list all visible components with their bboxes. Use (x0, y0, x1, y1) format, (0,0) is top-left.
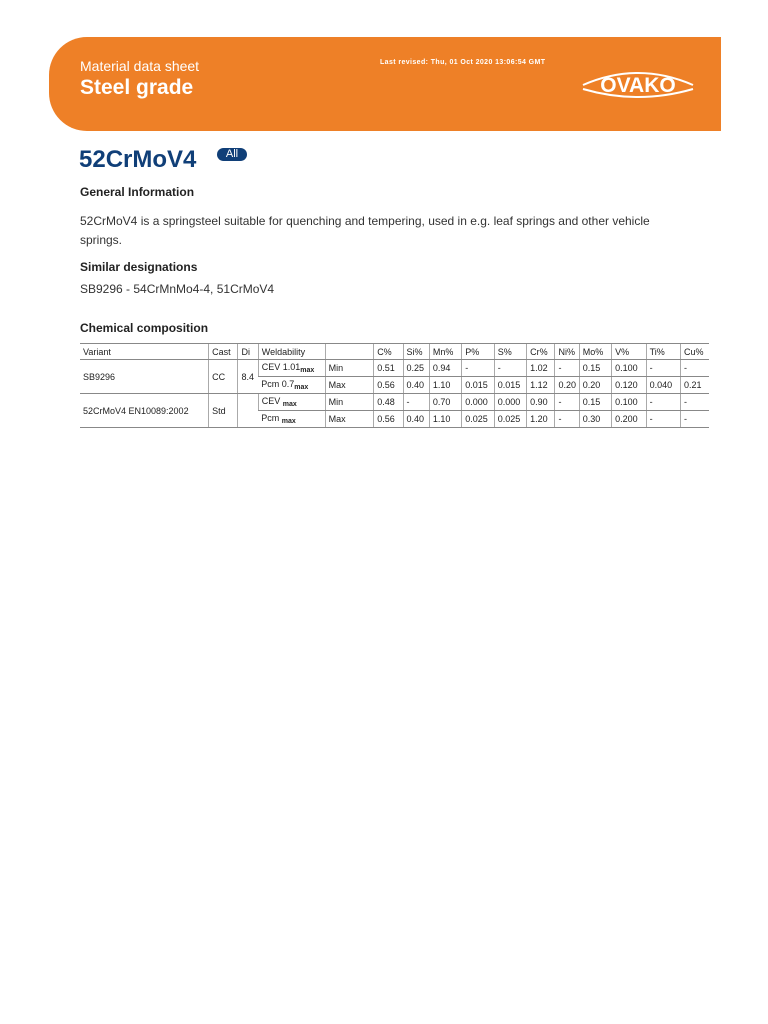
column-header: Ni% (555, 344, 579, 360)
value-cell: 0.51 (374, 360, 403, 377)
value-cell: - (555, 360, 579, 377)
table-row (80, 394, 709, 411)
value-cell: 0.21 (681, 377, 709, 394)
di-cell (238, 394, 258, 428)
weldability-text: CEV (261, 396, 281, 406)
value-cell: 0.25 (403, 360, 429, 377)
value-cell: - (681, 360, 709, 377)
cast-cell: Std (209, 394, 238, 428)
value-cell: 0.040 (646, 377, 680, 394)
value-cell: - (462, 360, 494, 377)
limit-label: Min (325, 394, 374, 411)
value-cell: - (646, 394, 680, 411)
ovako-logo (577, 65, 699, 99)
last-revised: Last revised: Thu, 01 Oct 2020 13:06:54 GMT (380, 59, 546, 66)
column-header: Di (238, 344, 258, 360)
chemical-heading: Chemical composition (80, 321, 209, 335)
value-cell: 0.015 (494, 377, 526, 394)
variant-cell: 52CrMoV4 EN10089:2002 (80, 394, 209, 428)
value-cell: 0.015 (462, 377, 494, 394)
value-cell: 0.15 (579, 360, 611, 377)
column-header: Cast (209, 344, 238, 360)
chemical-composition-table (80, 343, 709, 428)
value-cell: - (403, 394, 429, 411)
column-header: Mn% (429, 344, 461, 360)
weldability-sub: max (281, 418, 296, 425)
weldability-cell (258, 360, 325, 377)
weldability-sub: max (294, 384, 309, 391)
value-cell: 0.15 (579, 394, 611, 411)
value-cell: 0.30 (579, 411, 611, 428)
value-cell: 0.48 (374, 394, 403, 411)
column-header: Mo% (579, 344, 611, 360)
weldability-text: CEV 1.01 (261, 362, 301, 372)
cast-cell: CC (209, 360, 238, 394)
column-header: V% (612, 344, 646, 360)
column-header (325, 344, 374, 360)
column-header: Weldability (258, 344, 325, 360)
limit-label: Max (325, 377, 374, 394)
value-cell: 0.40 (403, 411, 429, 428)
value-cell: - (646, 411, 680, 428)
header-banner (49, 37, 721, 131)
di-cell: 8.4 (238, 360, 258, 394)
general-heading: General Information (80, 185, 195, 199)
value-cell: 0.40 (403, 377, 429, 394)
limit-label: Min (325, 360, 374, 377)
weldability-text: Pcm 0.7 (261, 379, 295, 389)
variant-cell: SB9296 (80, 360, 209, 394)
column-header: Cr% (527, 344, 555, 360)
column-header: Ti% (646, 344, 680, 360)
weldability-cell (258, 394, 325, 411)
similar-heading: Similar designations (80, 260, 198, 274)
value-cell: 1.02 (527, 360, 555, 377)
column-header: S% (494, 344, 526, 360)
value-cell: - (555, 394, 579, 411)
grade-badge: All (217, 148, 247, 161)
value-cell: 0.000 (462, 394, 494, 411)
table-row (80, 360, 709, 377)
value-cell: 0.70 (429, 394, 461, 411)
value-cell: 0.56 (374, 411, 403, 428)
logo-text: OVAKO (600, 74, 676, 97)
similar-text: SB9296 - 54CrMnMo4-4, 51CrMoV4 (80, 282, 275, 296)
column-header: Variant (80, 344, 209, 360)
column-header: C% (374, 344, 403, 360)
grade-title: 52CrMoV4 (79, 146, 197, 173)
general-text: 52CrMoV4 is a springsteel suitable for quenching and tempering, used in e.g. leaf springs and other vehicle springs. (80, 214, 650, 247)
value-cell: - (555, 411, 579, 428)
value-cell: 0.100 (612, 360, 646, 377)
weldability-sub: max (282, 401, 297, 408)
weldability-cell (258, 411, 325, 428)
value-cell: 0.120 (612, 377, 646, 394)
value-cell: 0.20 (555, 377, 579, 394)
header-title: Steel grade (80, 76, 194, 99)
header-subtitle: Material data sheet (80, 58, 200, 74)
limit-label: Max (325, 411, 374, 428)
value-cell: 0.000 (494, 394, 526, 411)
value-cell: 1.20 (527, 411, 555, 428)
column-header: Cu% (681, 344, 709, 360)
value-cell: 0.90 (527, 394, 555, 411)
table-header-row (80, 344, 709, 360)
value-cell: - (681, 411, 709, 428)
value-cell: 0.56 (374, 377, 403, 394)
value-cell: 0.94 (429, 360, 461, 377)
value-cell: 1.10 (429, 377, 461, 394)
value-cell: - (494, 360, 526, 377)
value-cell: - (646, 360, 680, 377)
value-cell: 0.025 (494, 411, 526, 428)
value-cell: 0.200 (612, 411, 646, 428)
weldability-text: Pcm (261, 413, 280, 423)
column-header: P% (462, 344, 494, 360)
value-cell: 0.025 (462, 411, 494, 428)
value-cell: - (681, 394, 709, 411)
value-cell: 0.20 (579, 377, 611, 394)
weldability-sub: max (300, 367, 315, 374)
weldability-cell (258, 377, 325, 394)
value-cell: 0.100 (612, 394, 646, 411)
value-cell: 1.12 (527, 377, 555, 394)
column-header: Si% (403, 344, 429, 360)
value-cell: 1.10 (429, 411, 461, 428)
